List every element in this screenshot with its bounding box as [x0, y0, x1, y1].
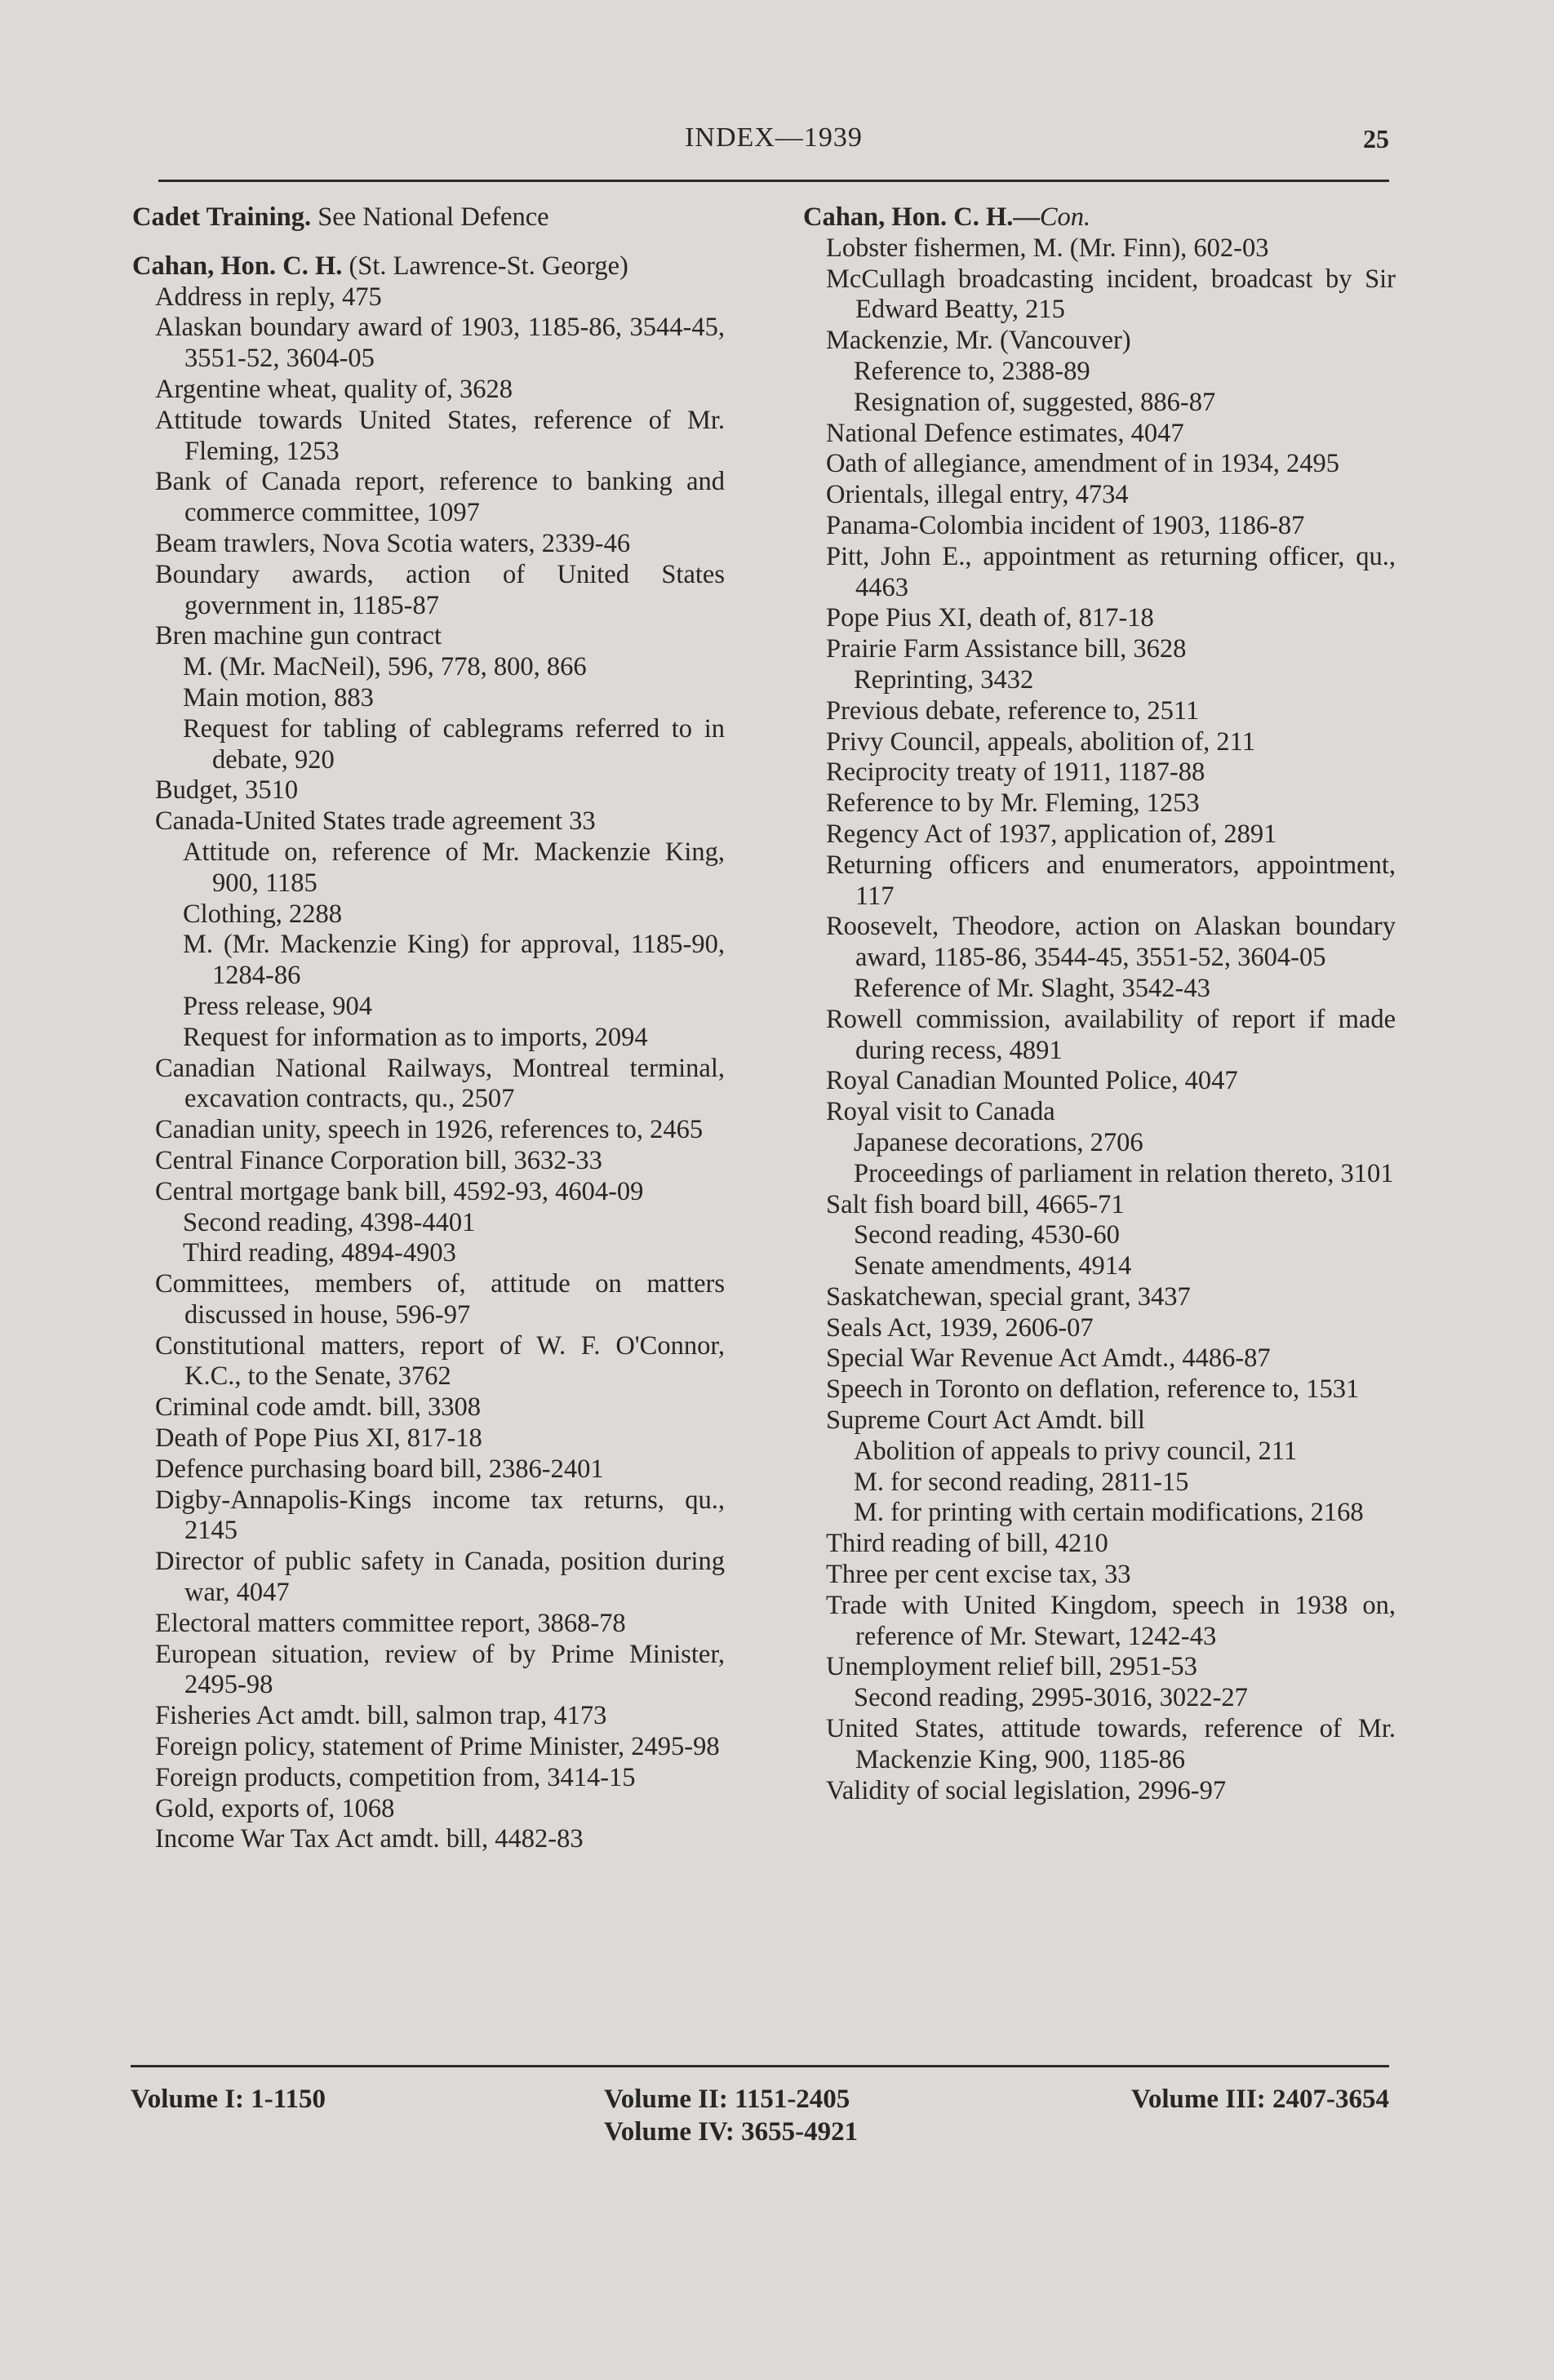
index-entry: Foreign products, competition from, 3414-15 — [155, 1762, 636, 1792]
right-column — [803, 202, 1396, 1806]
index-entry: Returning officers and enumerators, appointment, 117 — [826, 850, 1396, 911]
index-entry: Regency Act of 1937, application of, 2891 — [826, 819, 1277, 849]
index-entry: Fisheries Act amdt. bill, salmon trap, 4173 — [155, 1701, 607, 1731]
index-subentry: Second reading, 4398-4401 — [183, 1207, 476, 1237]
index-entry: Speech in Toronto on deflation, reference to, 1531 — [826, 1374, 1360, 1405]
index-entry: Mackenzie, Mr. (Vancouver) — [826, 326, 1131, 356]
index-entry: Gold, exports of, 1068 — [155, 1793, 395, 1823]
index-entry: Orientals, illegal entry, 4734 — [826, 480, 1129, 510]
index-entry: Argentine wheat, quality of, 3628 — [155, 374, 513, 404]
index-entry: Director of public safety in Canada, position during war, 4047 — [155, 1547, 725, 1608]
index-subentry: Abolition of appeals to privy council, 211 — [854, 1436, 1298, 1466]
index-entry: Canadian National Railways, Montreal terminal, excavation contracts, qu., 2507 — [155, 1053, 725, 1114]
index-subentry: Japanese decorations, 2706 — [854, 1127, 1143, 1157]
index-entry: Criminal code amdt. bill, 3308 — [155, 1392, 481, 1423]
index-entry: Saskatchewan, special grant, 3437 — [826, 1281, 1191, 1312]
volume-footer — [131, 2083, 1389, 2165]
heading-name: Cahan, Hon. C. H. — [132, 251, 343, 281]
index-entry: Central mortgage bank bill, 4592-93, 4604-09 — [155, 1176, 644, 1206]
index-subentry: Second reading, 2995-3016, 3022-27 — [854, 1683, 1248, 1713]
heading-detail: See National Defence — [311, 202, 549, 232]
index-entry: Beam trawlers, Nova Scotia waters, 2339-46 — [155, 528, 631, 558]
index-subentry: Request for information as to imports, 2094 — [183, 1022, 648, 1052]
index-entry: National Defence estimates, 4047 — [826, 418, 1184, 448]
index-entry: Boundary awards, action of United States government in, 1185-87 — [155, 559, 725, 620]
page-number: 25 — [1363, 124, 1389, 153]
volume-2-range: Volume II: 1151-2405 — [604, 2085, 850, 2114]
heading-name: Cadet Training. — [132, 202, 312, 232]
index-subentry: Third reading, 4894-4903 — [183, 1238, 456, 1268]
index-entry: Bren machine gun contract — [155, 621, 442, 651]
index-heading — [132, 251, 725, 282]
heading-detail: (St. Lawrence-St. George) — [342, 251, 628, 281]
left-column — [132, 202, 725, 1855]
index-subentry: Reprinting, 3432 — [854, 664, 1034, 695]
index-subentry: Resignation of, suggested, 886-87 — [854, 387, 1216, 417]
index-entry: Reciprocity treaty of 1911, 1187-88 — [826, 757, 1205, 788]
index-subentry: Reference to, 2388-89 — [854, 356, 1090, 386]
index-entry: Reference to by Mr. Fleming, 1253 — [826, 788, 1200, 819]
index-entry: Lobster fishermen, M. (Mr. Finn), 602-03 — [826, 233, 1269, 263]
index-subentry: M. for printing with certain modifications, 2168 — [854, 1498, 1364, 1528]
index-entry: Income War Tax Act amdt. bill, 4482-83 — [155, 1824, 584, 1854]
index-entry: Electoral matters committee report, 3868-78 — [155, 1608, 626, 1638]
index-entry: Canada-United States trade agreement 33 — [155, 806, 596, 837]
index-entry: Validity of social legislation, 2996-97 — [826, 1775, 1227, 1805]
index-heading-continued — [803, 202, 1396, 233]
index-entry: McCullagh broadcasting incident, broadcast by Sir Edward Beatty, 215 — [826, 264, 1396, 325]
index-heading — [132, 202, 725, 233]
index-entry: Central Finance Corporation bill, 3632-33 — [155, 1145, 602, 1175]
index-subentry: Senate amendments, 4914 — [854, 1251, 1132, 1281]
index-entry: Attitude towards United States, reference of Mr. Fleming, 1253 — [155, 405, 725, 466]
index-entry: Alaskan boundary award of 1903, 1185-86, 3544-45, 3551-52, 3604-05 — [155, 313, 725, 374]
index-subentry: Main motion, 883 — [183, 682, 374, 713]
page-header — [158, 122, 1389, 163]
index-entry: Defence purchasing board bill, 2386-2401 — [155, 1454, 604, 1484]
index-entry: Prairie Farm Assistance bill, 3628 — [826, 634, 1187, 664]
index-entry: Privy Council, appeals, abolition of, 211 — [826, 726, 1255, 757]
header-rule — [158, 180, 1389, 182]
index-entry: Pope Pius XI, death of, 817-18 — [826, 603, 1154, 633]
page-title: INDEX—1939 — [685, 122, 863, 153]
index-entry: Rowell commission, availability of report if made during recess, 4891 — [826, 1004, 1396, 1065]
index-entry: United States, attitude towards, reference of Mr. Mackenzie King, 900, 1185-86 — [826, 1714, 1396, 1774]
index-entry: Royal visit to Canada — [826, 1097, 1055, 1127]
index-subentry: Reference of Mr. Slaght, 3542-43 — [854, 973, 1210, 1003]
index-entry: Bank of Canada report, reference to banking and commerce committee, 1097 — [155, 467, 725, 528]
index-entry: Royal Canadian Mounted Police, 4047 — [826, 1066, 1238, 1096]
index-entry: Oath of allegiance, amendment of in 1934, 2495 — [826, 449, 1340, 479]
index-subentry: Attitude on, reference of Mr. Mackenzie King, 900, 1185 — [183, 837, 725, 898]
index-entry: Three per cent excise tax, 33 — [826, 1560, 1131, 1590]
index-entry: Death of Pope Pius XI, 817-18 — [155, 1423, 482, 1454]
index-subentry: M. (Mr. Mackenzie King) for approval, 1185-90, 1284-86 — [183, 930, 725, 991]
index-entry: Constitutional matters, report of W. F. O'Connor, K.C., to the Senate, 3762 — [155, 1330, 725, 1392]
index-subentry: Second reading, 4530-60 — [854, 1220, 1120, 1250]
index-entry: Roosevelt, Theodore, action on Alaskan boundary award, 1185-86, 3544-45, 3551-52, 3604-05 — [826, 912, 1396, 973]
index-subentry: Clothing, 2288 — [183, 899, 343, 929]
index-entry: Seals Act, 1939, 2606-07 — [826, 1312, 1094, 1343]
index-entry: Supreme Court Act Amdt. bill — [826, 1405, 1145, 1436]
volume-4-range: Volume IV: 3655-4921 — [604, 2117, 859, 2147]
index-subentry: Proceedings of parliament in relation thereto, 3101 — [854, 1158, 1394, 1188]
index-subentry: Request for tabling of cablegrams referred to in debate, 920 — [183, 713, 725, 775]
volume-middle-group — [604, 2083, 858, 2148]
index-entry: Canadian unity, speech in 1926, references to, 2465 — [155, 1115, 704, 1145]
heading-name: Cahan, Hon. C. H.— — [803, 202, 1040, 232]
index-entry: Salt fish board bill, 4665-71 — [826, 1189, 1125, 1219]
index-entry: Committees, members of, attitude on matters discussed in house, 596-97 — [155, 1269, 725, 1330]
index-entry: Trade with United Kingdom, speech in 1938 on, reference of Mr. Stewart, 1242-43 — [826, 1590, 1396, 1651]
index-entry: Unemployment relief bill, 2951-53 — [826, 1652, 1197, 1682]
continued-mark: Con. — [1039, 202, 1091, 232]
index-entry: Address in reply, 475 — [155, 282, 382, 312]
index-entry: Third reading of bill, 4210 — [826, 1529, 1108, 1559]
index-entry: Budget, 3510 — [155, 775, 299, 806]
volume-3-range: Volume III: 2407-3654 — [1131, 2085, 1389, 2114]
index-entry: Panama-Colombia incident of 1903, 1186-87 — [826, 510, 1305, 540]
index-entry: Foreign policy, statement of Prime Minister, 2495-98 — [155, 1732, 720, 1762]
index-entry: European situation, review of by Prime Minister, 2495-98 — [155, 1639, 725, 1700]
index-entry: Previous debate, reference to, 2511 — [826, 695, 1200, 726]
index-subentry: Press release, 904 — [183, 991, 372, 1021]
footer-rule — [131, 2065, 1389, 2067]
index-subentry: M. (Mr. MacNeil), 596, 778, 800, 866 — [183, 652, 587, 682]
index-entry: Special War Revenue Act Amdt., 4486-87 — [826, 1343, 1271, 1374]
index-entry: Pitt, John E., appointment as returning officer, qu., 4463 — [826, 541, 1396, 602]
index-subentry: M. for second reading, 2811-15 — [854, 1467, 1189, 1497]
volume-1-range: Volume I: 1-1150 — [131, 2085, 326, 2114]
index-entry: Digby-Annapolis-Kings income tax returns, qu., 2145 — [155, 1485, 725, 1546]
